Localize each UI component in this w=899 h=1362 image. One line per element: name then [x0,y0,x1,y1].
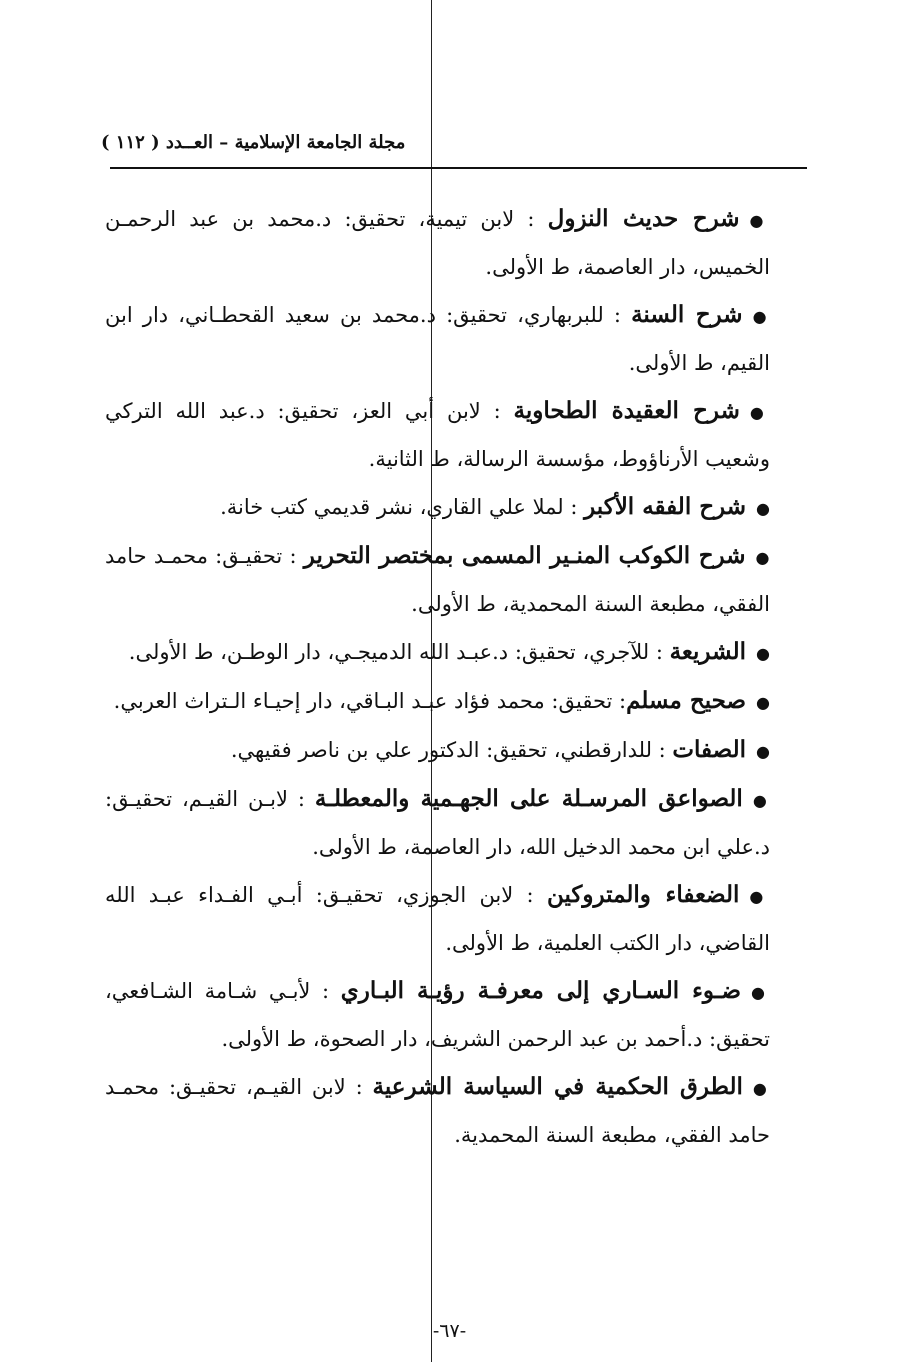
book-details: : لابـن القيـم، تحقيـق: د.علي ابن محمد الدخيل الله، دار العاصمة، ط الأولى. [105,787,770,859]
book-title: شرح السنة [631,301,743,328]
bullet-icon: ● [752,307,771,326]
reference-item [105,483,770,532]
bullet-icon: ● [756,644,770,663]
reference-item [105,532,770,628]
bullet-icon: ● [751,983,770,1002]
book-title: ضـوء السـاري إلى معرفـة رؤيـة البـاري [340,977,742,1004]
bullet-icon: ● [755,548,770,567]
bullet-icon: ● [752,1079,770,1098]
book-title: الشريعة [669,638,747,665]
bullet-icon: ● [756,693,770,712]
reference-item [105,726,770,775]
reference-item [105,195,770,291]
book-details: : لابن القيـم، تحقيـق: محمـد حامد الفقي، مطبعة السنة المحمدية. [105,1075,770,1147]
book-title: الصفات [672,736,747,763]
book-details: : للدارقطني، تحقيق: الدكتور علي بن ناصر فقيهي. [230,738,673,762]
book-details: : لأبـي شـامة الشـافعي، تحقيق: د.أحمد بن عبد الرحمن الشريف، دار الصحوة، ط الأولى. [105,979,770,1051]
page-number: -٦٧- [432,1320,467,1342]
book-details: : تحقيـق: محمـد حامد الفقي، مطبعة السنة المحمدية، ط الأولى. [105,544,770,616]
references-list [105,195,770,1159]
book-details: : للبربهاري، تحقيق: د.محمد بن سعيد القحطـاني، دار ابن القيم، ط الأولى. [105,303,770,375]
book-title: الصواعق المرسـلة على الجهـمية والمعطلـة [314,785,743,812]
reference-item [105,1063,770,1159]
reference-item [105,291,770,387]
book-title: الضعفاء والمتروكين [546,881,740,908]
book-details: : للآجري، تحقيق: د.عبـد الله الدميجـي، دار الوطـن، ط الأولى. [128,640,670,664]
reference-item [105,967,770,1063]
running-header: مجلة الجامعة الإسلامية – العــدد ( ١١٢ ) [101,132,406,153]
book-title: شرح العقيدة الطحاوية [513,397,740,424]
book-title: شرح الكوكب المنـير المسمى بمختصر التحرير [303,542,746,569]
book-title: شرح حديث النزول [547,205,740,232]
reference-item [105,775,770,871]
book-details: : لابن تيمية، تحقيق: د.محمد بن عبد الرحمـن الخميس، دار العاصمة، ط الأولى. [105,207,770,279]
book-details: : لابن أبي العز، تحقيق: د.عبد الله التركي وشعيب الأرناؤوط، مؤسسة الرسالة، ط الثانية. [105,399,770,471]
book-title: شرح الفقه الأكبر [584,493,747,520]
bullet-icon: ● [756,499,770,518]
bullet-icon: ● [756,742,770,761]
reference-item [105,387,770,483]
book-details: : لابن الجوزي، تحقيـق: أبـي الفـداء عبـد الله القاضي، دار الكتب العلمية، ط الأولى. [105,883,770,955]
book-details: : لملا علي القاري، نشر قديمي كتب خانة. [220,495,585,519]
reference-item [105,628,770,677]
header-divider [110,167,807,169]
book-title: الطرق الحكمية في السياسة الشرعية [372,1073,743,1100]
reference-item [105,677,770,726]
bullet-icon: ● [749,403,770,422]
bullet-icon: ● [749,211,770,230]
book-details: : تحقيق: محمد فؤاد عبـد البـاقي، دار إحيـاء الـتراث العربي. [113,689,627,713]
bullet-icon: ● [749,887,770,906]
bullet-icon: ● [752,791,771,810]
reference-item [105,871,770,967]
book-title: صحيح مسلم [626,687,747,714]
